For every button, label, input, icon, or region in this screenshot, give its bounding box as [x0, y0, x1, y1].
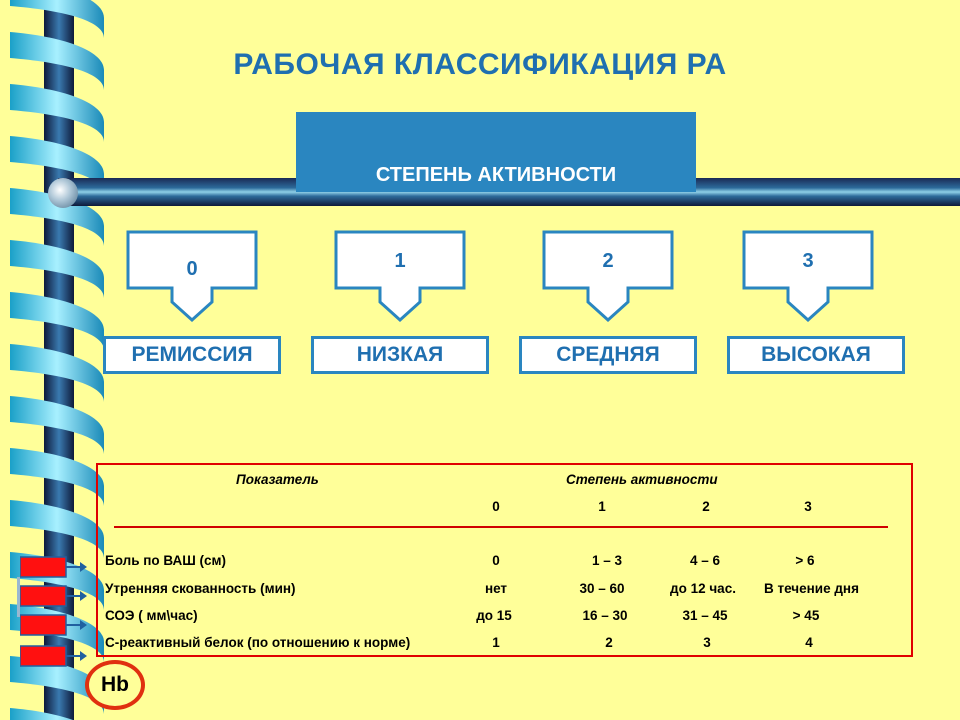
row-name: Боль по ВАШ (см): [105, 553, 227, 568]
cell: 4: [805, 635, 813, 650]
level-number: 2: [602, 250, 614, 272]
cell: В течение дня: [764, 581, 859, 596]
cell: 31 – 45: [682, 608, 728, 623]
cell: 0: [492, 553, 500, 568]
degree-header: 2: [702, 499, 710, 514]
hb-badge: Hb: [85, 660, 145, 710]
cell: 30 – 60: [579, 581, 625, 596]
level-number: 3: [802, 250, 814, 272]
cell: 3: [703, 635, 711, 650]
activity-header-label: СТЕПЕНЬ АКТИВНОСТИ: [375, 164, 617, 186]
cell: > 45: [792, 608, 820, 623]
level-arrow-2: [542, 230, 674, 322]
cell: 1 – 3: [591, 553, 623, 568]
level-arrow-0: [126, 230, 258, 322]
cell: 4 – 6: [689, 553, 721, 568]
level-label-high: ВЫСОКАЯ: [727, 336, 905, 374]
level-arrow-3: [742, 230, 874, 322]
degree-header: 3: [804, 499, 812, 514]
cell: до 12 час.: [670, 581, 736, 596]
cell: 2: [605, 635, 613, 650]
bar-knob: [48, 178, 78, 208]
red-arrow-icon: [20, 585, 88, 607]
red-arrow-icon: [20, 614, 88, 636]
cell: до 15: [476, 608, 512, 623]
cell: 1: [492, 635, 500, 650]
level-number: 1: [394, 250, 406, 272]
cell: > 6: [795, 553, 815, 568]
red-arrow-icon: [20, 556, 88, 578]
level-arrow-1: [334, 230, 466, 322]
cell: 16 – 30: [582, 608, 628, 623]
col-activity-header: Степень активности: [566, 472, 718, 487]
red-arrow-icon: [20, 645, 88, 667]
level-label-low: НИЗКАЯ: [311, 336, 489, 374]
level-label-medium: СРЕДНЯЯ: [519, 336, 697, 374]
degree-header: 1: [598, 499, 606, 514]
page-title: РАБОЧАЯ КЛАССИФИКАЦИЯ РА: [233, 48, 727, 81]
degree-header: 0: [492, 499, 500, 514]
activity-header-box: [296, 112, 696, 192]
level-label-remission: РЕМИССИЯ: [103, 336, 281, 374]
level-number: 0: [186, 258, 198, 280]
cell: нет: [484, 581, 508, 596]
row-name: СОЭ ( мм\час): [105, 608, 198, 623]
header-divider: [114, 526, 888, 528]
row-name: С-реактивный белок (по отношению к норме): [105, 635, 411, 650]
col-indicator-header: Показатель: [236, 472, 319, 487]
row-name: Утренняя скованность (мин): [105, 581, 296, 596]
